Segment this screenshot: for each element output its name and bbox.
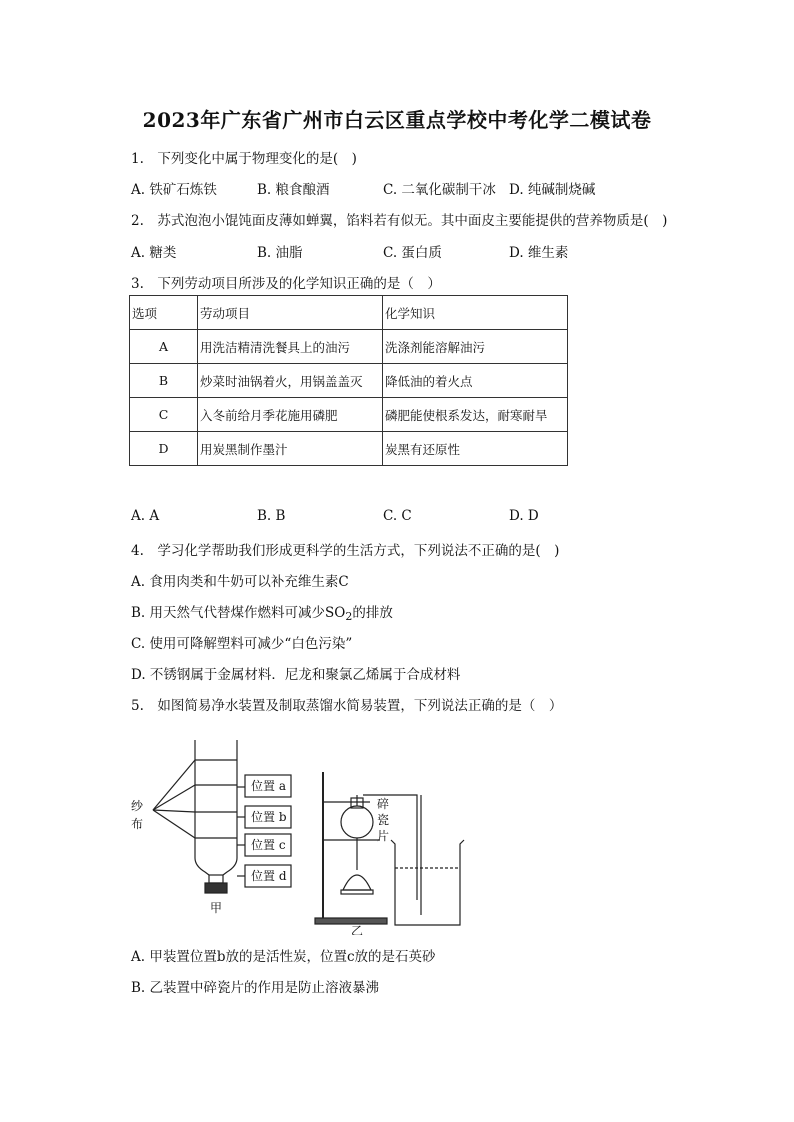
porcelain-label-3: 片: [377, 829, 390, 843]
q2-option-b: B. 油脂: [257, 245, 303, 261]
q1-option-b: B. 粮食酿酒: [257, 182, 330, 198]
q5-option-a: A. 甲装置位置b放的是活性炭，位置c放的是石英砂: [131, 949, 436, 965]
q4-option-b: [131, 601, 393, 623]
apparatus-figure: [125, 740, 585, 935]
q3-option-c: C. C: [383, 508, 412, 524]
table-cell: 炭黑有还原性: [383, 432, 568, 466]
question-5-stem: 5. 如图简易净水装置及制取蒸馏水简易装置，下列说法正确的是（ ）: [131, 698, 563, 714]
q4-option-a: A. 食用肉类和牛奶可以补充维生素C: [131, 574, 349, 590]
table-cell: 入冬前给月季花施用磷肥: [198, 398, 383, 432]
table-cell: 炒菜时油锅着火，用锅盖盖灭: [198, 364, 383, 398]
q1-option-d: D. 纯碱制烧碱: [509, 182, 596, 198]
q3-table: [129, 295, 568, 466]
table-row: [130, 398, 568, 432]
q2-option-c: C. 蛋白质: [383, 245, 442, 261]
subscript: 2: [345, 610, 353, 623]
q4-option-b-tail: 的排放: [352, 605, 393, 621]
table-cell: A: [130, 330, 198, 364]
exam-title: 2023年广东省广州市白云区重点学校中考化学二模试卷: [142, 108, 652, 132]
q3-option-a: A. A: [131, 508, 160, 524]
question-2-stem: 2. 苏式泡泡小馄饨面皮薄如蝉翼，馅料若有似无。其中面皮主要能提供的营养物质是( ): [131, 213, 668, 229]
position-label-b: 位置 b: [251, 810, 287, 824]
porcelain-label-1: 碎: [377, 797, 390, 811]
table-cell: 降低油的着火点: [383, 364, 568, 398]
q4-option-d: D. 不锈钢属于金属材料．尼龙和聚氯乙烯属于合成材料: [131, 667, 461, 683]
table-row: [130, 364, 568, 398]
table-header-cell: 化学知识: [383, 296, 568, 330]
q3-option-b: B. B: [257, 508, 286, 524]
distillation-apparatus: [315, 772, 464, 925]
question-3-stem: 3. 下列劳动项目所涉及的化学知识正确的是（ ）: [131, 276, 441, 292]
position-label-d: 位置 d: [251, 869, 287, 883]
question-1-stem: 1. 下列变化中属于物理变化的是( ): [131, 151, 357, 167]
label-yi: 乙: [351, 924, 364, 935]
porcelain-label-2: 瓷: [377, 813, 390, 827]
table-row: [130, 432, 568, 466]
table-header-cell: 劳动项目: [198, 296, 383, 330]
label-jia: 甲: [210, 901, 223, 915]
q4-option-b-text: B. 用天然气代替煤作燃料可减少SO: [131, 605, 346, 621]
table-cell: B: [130, 364, 198, 398]
q2-option-a: A. 糖类: [131, 245, 177, 261]
position-label-c: 位置 c: [251, 838, 286, 852]
q3-option-d: D. D: [509, 508, 539, 524]
table-cell: C: [130, 398, 198, 432]
table-header-row: [130, 296, 568, 330]
q1-option-a: A. 铁矿石炼铁: [131, 182, 217, 198]
table-cell: 用洗洁精清洗餐具上的油污: [198, 330, 383, 364]
position-label-a: 位置 a: [251, 779, 286, 793]
gauze-label-1: 纱: [131, 799, 144, 813]
table-cell: 洗涤剂能溶解油污: [383, 330, 568, 364]
q1-option-c: C. 二氧化碳制干冰: [383, 182, 496, 198]
q4-option-c: C. 使用可降解塑料可减少“白色污染”: [131, 636, 353, 652]
gauze-label-2: 布: [131, 817, 144, 831]
table-header-cell: 选项: [130, 296, 198, 330]
table-row: [130, 330, 568, 364]
table-cell: 磷肥能使根系发达，耐寒耐旱: [383, 398, 568, 432]
table-cell: D: [130, 432, 198, 466]
table-cell: 用炭黑制作墨汁: [198, 432, 383, 466]
q2-option-d: D. 维生素: [509, 245, 569, 261]
q5-option-b: B. 乙装置中碎瓷片的作用是防止溶液暴沸: [131, 980, 380, 996]
question-4-stem: 4. 学习化学帮助我们形成更科学的生活方式，下列说法不正确的是( ): [131, 543, 560, 559]
